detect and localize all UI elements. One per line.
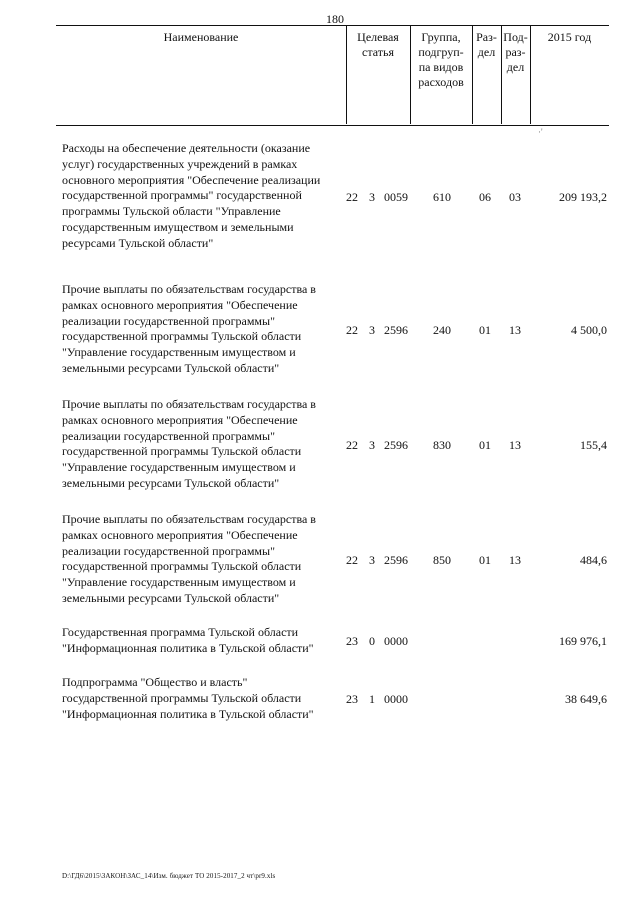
section-code: 01 [479,323,491,337]
row-name [62,512,352,607]
header-text: статья [362,45,394,59]
row-name-line: земельными ресурсами Тульской области" [62,590,280,605]
header-text: дел [477,45,496,59]
target-article-part2: 3 [369,553,375,567]
amount-2015: 209 193,2 [559,190,607,204]
header-name [56,30,346,45]
row-name-line: земельными ресурсами Тульской области" [62,360,280,375]
row-name-line: основного мероприятия "Обеспечение реализации [62,172,321,187]
target-article-part3: 0059 [384,190,408,204]
row-name-line: рамках основного мероприятия "Обеспечение [62,297,298,312]
target-article-part3: 0000 [384,634,408,648]
header-target-article [346,30,410,60]
row-name-line: ресурсами Тульской области" [62,235,214,250]
target-article-part1: 23 [346,692,358,706]
file-path-footer: D:\ГД6\2015\ЗАКОН\ЗАС_14\Изм. бюджет ТО 2015-2017_2 чт\pr9.xls [62,872,276,880]
row-name-line: государственной программы Тульской области [62,329,302,344]
target-article-part3: 2596 [384,323,408,337]
row-name-line: Государственная программа Тульской области [62,625,299,639]
row-name-line: реализации государственной программы" [62,313,275,328]
header-text: Под- [503,30,528,44]
row-name-line: государственной программы Тульской области [62,690,302,705]
header-group [410,30,472,90]
expense-group: 240 [433,323,451,337]
row-name-line: Прочие выплаты по обязательствам государства в [62,282,316,296]
target-article-part2: 0 [369,634,375,648]
row-name-line: "Информационная политика в Тульской области" [62,640,314,655]
row-name [62,282,352,377]
row-name-line: "Информационная политика в Тульской области" [62,706,314,721]
row-name [62,397,352,492]
header-name-text: Наименование [163,30,239,44]
section-code: 01 [479,553,491,567]
target-article-part2: 3 [369,438,375,452]
row-name-line: "Управление государственным имуществом и [62,575,296,590]
amount-2015: 155,4 [580,438,607,452]
target-article-part2: 3 [369,190,375,204]
header-text: расходов [418,75,464,89]
target-article-part1: 23 [346,634,358,648]
subsection-code: 03 [509,190,521,204]
target-article-part1: 22 [346,553,358,567]
row-name-line: Прочие выплаты по обязательствам государства в [62,397,316,411]
header-text: Раз- [476,30,497,44]
row-name-line: "Управление государственным имуществом и [62,460,296,475]
row-name-line: услуг) государственных учреждений в рамках [62,156,298,171]
row-name-line: государственной программы Тульской области [62,559,302,574]
row-name-line: государственной программы" государственной [62,188,302,203]
section-code: 06 [479,190,491,204]
target-article-part1: 22 [346,323,358,337]
row-name-line: земельными ресурсами Тульской области" [62,475,280,490]
row-name-line: государственной программы Тульской области [62,444,302,459]
amount-2015: 484,6 [580,553,607,567]
target-article-part3: 0000 [384,692,408,706]
amount-2015: 38 649,6 [565,692,607,706]
header-text: па видов [418,60,464,74]
row-name [62,141,352,252]
page-number: 180 [326,12,344,26]
subsection-code: 13 [509,323,521,337]
target-article-part2: 1 [369,692,375,706]
header-year [530,30,609,45]
row-name [62,625,352,657]
expense-group: 830 [433,438,451,452]
row-name-line: реализации государственной программы" [62,543,275,558]
row-name-line: Расходы на обеспечение деятельности (оказание [62,141,311,155]
section-code: 01 [479,438,491,452]
target-article-part1: 22 [346,438,358,452]
row-name [62,675,352,722]
expense-group: 610 [433,190,451,204]
row-name-line: Прочие выплаты по обязательствам государства в [62,512,316,526]
subsection-code: 13 [509,553,521,567]
row-name-line: "Управление государственным имуществом и [62,345,296,360]
header-text: Целевая [357,30,399,44]
amount-2015: 169 976,1 [559,634,607,648]
header-text: подгруп- [418,45,464,59]
subsection-code: 13 [509,438,521,452]
header-text: дел [506,60,525,74]
target-article-part1: 22 [346,190,358,204]
target-article-part3: 2596 [384,438,408,452]
row-name-line: Подпрограмма "Общество и власть" [62,675,248,689]
header-text: 2015 год [547,30,592,44]
scan-mark: ·' [538,127,543,137]
amount-2015: 4 500,0 [571,323,607,337]
row-name-line: рамках основного мероприятия "Обеспечение [62,412,298,427]
target-article-part3: 2596 [384,553,408,567]
header-text: раз- [505,45,526,59]
row-name-line: рамках основного мероприятия "Обеспечение [62,527,298,542]
row-name-line: реализации государственной программы" [62,428,275,443]
row-name-line: государственным имуществом и земельными [62,219,294,234]
target-article-part2: 3 [369,323,375,337]
header-section [472,30,501,60]
header-text: Группа, [421,30,461,44]
header-subsection [501,30,530,75]
row-name-line: программы Тульской области "Управление [62,204,281,219]
expense-group: 850 [433,553,451,567]
